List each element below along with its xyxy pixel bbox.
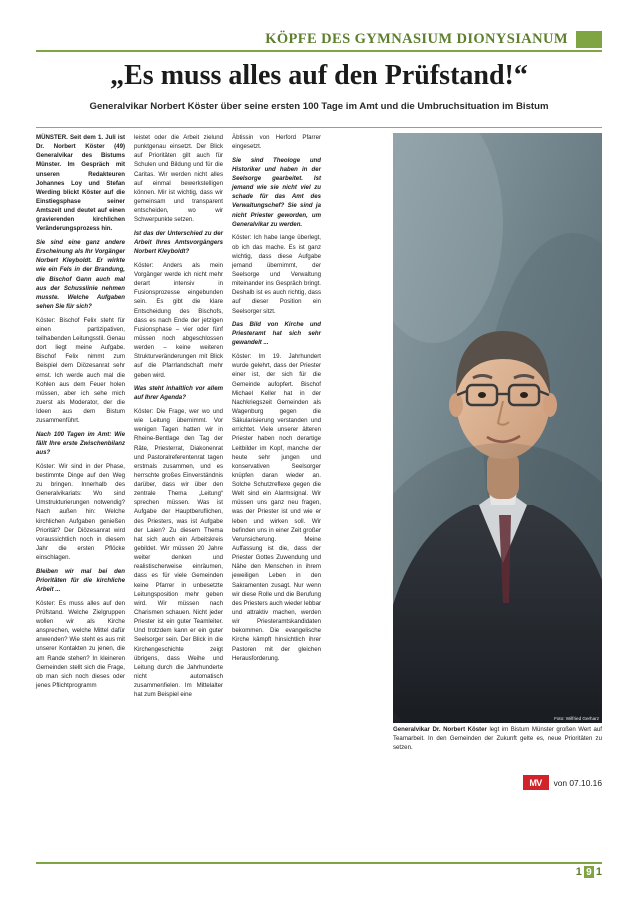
- article-photo: [393, 133, 602, 723]
- title-divider: [36, 127, 602, 128]
- footer-divider: [36, 862, 602, 864]
- interview-question: Sie sind eine ganz andere Erscheinung als Ihr Vorgänger Norbert Kleyboldt. Er wirkte wie ein Fels in der Brandung, die Bischof Gann auch mal aus der Schusslinie nehmen musste. Welche Aufgaben sehen Sie für sich?: [36, 239, 125, 311]
- interview-answer: Köster: Anders als mein Vorgänger werde ich nicht mehr derart intensiv in Fusionsprozesse eingebunden sein. Es gibt die klare Entscheidung des Bischofs, dass es nach Ende der jetzigen Fusionsphase – vier oder fünf müssen noch abgeschlossen werden – keine weiteren Strukturveränderungen mit Blick auf die Pfarrlandschaft mehr geben wird.: [134, 261, 223, 379]
- interview-answer: Köster: Die Frage, wer wo und wie Leitung übernimmt. Vor wenigen Tagen hatten wir in Rheine-Bentlage den Tag der Räte, Priesterrat, Diakonenrat und Pastoralreferentenrat tagen erstmals zusammen, und es herrschte großes Einverständnis darüber, dass wir über den zentrale Thema „Leitung“ sprechen müssen. Was ist Aufgabe der Hauptberuflichen, des Priesters, was ist Aufgabe der Laien? Zu diesem Thema hat sich auch ein Arbeitskreis gebildet. Wir müssen 20 Jahre weiter denken und realistischerweise einräumen, dass es für viele Gemeinden keine Pfarrer in unbesetzte Leitungsposition mehr geben wird. Wir müssen nach Charismen schauen. Nicht jeder Priester ist ein guter Teamleiter. Und trotzdem kann er ein guter Seelsorger sein. Der Blick in die Kirchengeschichte zeigt übrigens, dass Weihe und Leitung durch die Jahrhunderte nicht automatisch zusammenfielen. Im Mittelalter hat zum Beispiel eine: [134, 407, 223, 699]
- page-number-right: 1: [595, 866, 602, 878]
- interview-question: Sie sind Theologe und Historiker und haben in der Seelsorge gearbeitet. Ist jemand wie sie nicht viel zu schade für das Amt des Verwaltungschef? Sie sind ja nicht Priester geworden, um Generalvikar zu werden.: [232, 156, 321, 228]
- page-header: [36, 26, 602, 52]
- page-title: „Es muss alles auf den Prüfstand!“: [110, 60, 528, 91]
- text-column-1: [36, 133, 125, 695]
- header-divider: [36, 50, 602, 52]
- interview-question: Bleiben wir mal bei den Prioritäten für die kirchliche Arbeit ...: [36, 567, 125, 594]
- interview-answer: Köster: Ich habe lange überlegt, ob ich das mache. Es ist ganz wichtig, dass diese Aufgabe jemand übernimmt, der Seelsorge und Verwaltung miteinander ins Gespräch bringt. Deshalb ist es auch richtig, dass auf dieser Position ein Seelsorger sitzt.: [232, 234, 321, 315]
- title-block: [36, 60, 602, 114]
- section-title: KÖPFE DES GYMNASIUM DIONYSIANUM: [265, 30, 568, 47]
- interview-answer: Köster: Bischof Felix steht für einen partizipativen, teilhabenden Leitungsstil. Genau dort liegt meine Aufgabe. Bischof Felix nimmt zum Beispiel dem Diözesanrat sehr ernst. Ich werde auch mal die Kohlen aus dem Feuer holen müssen, aber ich sehe mich zuerst als Moderator, der die Ideen aus dem Bistum zusammenführt.: [36, 316, 125, 425]
- interview-answer: Köster: Im 19. Jahrhundert wurde gelehrt, dass der Priester einer ist, der sich für die Gemeinde aufopfert. Bischof Michael Keller hat in der Nachkriegszeit Gemeinden als Wagenburg gegen die Säkularisierung verstanden und errichtet. Viele unserer älteren Priester haben noch derartige Leitbilder im Kopf, manche der heute sehr jungen und konservativen Seelsorger knüpfen daran wieder an. Solche Schutzreflexe gegen die Welt sind ein Alarmsignal. Wir müssen uns ganz neu fragen, was der Priester ist und wie er leben und wirken soll. Wir befinden uns in einer Zeit großer Verunsicherung. Meine Auffassung ist die, dass der Priester Gottes Zuwendung und Nähe den Menschen in ihrem jeweiligen Leben in den Sakramenten zusagt. Nur wenn wir diese Rolle und die Berufung des Priesters auch wieder lebbar und attraktiv machen, werden wir Priesteramtskandidaten bekommen. Die evangelische Kirche kämpft hinsichtlich ihrer Pastoren mit der gleichen Herausforderung.: [232, 353, 321, 662]
- interview-answer: Äbtissin von Herford Pfarrer eingesetzt.: [232, 134, 321, 151]
- page-number-box: 9: [584, 866, 594, 878]
- interview-answer: Köster: Es muss alles auf den Prüfstand. Welche Zielgruppen wollen wir als Kirche ansprechen, welche Mittel dafür anwenden? Wie steht es aus mit unserer Kontakten zu jenen, die am Rande stehen? In kleineren Gemeinden stellt sich die Frage, ob man sich noch dieses oder jenes Pflichtprogramm: [36, 599, 125, 690]
- interview-answer: Köster: Wir sind in der Phase, bestimmte Dinge auf den Weg zu bringen. Innerhalb des Generalvikariats: Wo sind Umstrukturierungen notwendig? Nach außen hin: Welche kirchlichen Aufgaben genießen Priorität? Der Diözesanrat wird voraussichtlich noch in diesem Jahr die ersten Pflöcke einschlagen.: [36, 462, 125, 562]
- source-line: [393, 775, 602, 790]
- source-date: von 07.10.16: [553, 777, 602, 788]
- article-subheadline: Generalvikar Norbert Köster über seine ersten 100 Tage im Amt und die Umbruchsituation im Bistum: [89, 101, 549, 113]
- photo-credit: Foto: Wilfried Gerharz: [554, 716, 599, 721]
- interview-question: Ist das der Unterschied zu der Arbeit Ihres Amtsvorgängers Norbert Kleyboldt?: [134, 229, 223, 256]
- photo-caption: Generalvikar Dr. Norbert Köster legt im Bistum Münster großen Wert auf Teamarbeit. In den Gemeinden der Zukunft gelte es, neue Prioritäten zu setzen.: [393, 726, 602, 751]
- publisher-logo: MV: [523, 775, 549, 790]
- text-column-3: [232, 133, 321, 667]
- interview-question: Das Bild von Kirche und Priesteramt hat sich sehr gewandelt ...: [232, 321, 321, 347]
- article-lead: MÜNSTER. Seit dem 1. Juli ist Dr. Norbert Köster (49) Generalvikar des Bistums Münster. Im Gespräch mit unseren Redakteuren Johannes Loy und Stefan Werding blickt Köster auf die Einstiegsphase seiner Amtszeit und deutet auf einen gravierenden kirchlichen Veränderungsprozess hin.: [36, 134, 125, 233]
- interview-answer: leistet oder die Arbeit zielund punktgenau einsetzt. Der Blick auf Prioritäten gilt auch für Schulen und Bildung und für die Caritas. Wir werden nicht alles auf einmal bewerkstelligen können. Mir ist wichtig, dass wir gemeinsam und transparent entscheiden, wo wir Schwerpunkte setzen.: [134, 134, 223, 224]
- text-column-2: [134, 133, 223, 704]
- interview-question: Was steht inhaltlich vor allem auf Ihrer Agenda?: [134, 385, 223, 402]
- portrait-illustration: [393, 133, 602, 723]
- page-number: [576, 866, 602, 878]
- header-accent-block: [576, 31, 602, 48]
- interview-question: Nach 100 Tagen im Amt: Wie fällt Ihre erste Zwischenbilanz aus?: [36, 430, 125, 457]
- page-number-left: 1: [575, 866, 582, 878]
